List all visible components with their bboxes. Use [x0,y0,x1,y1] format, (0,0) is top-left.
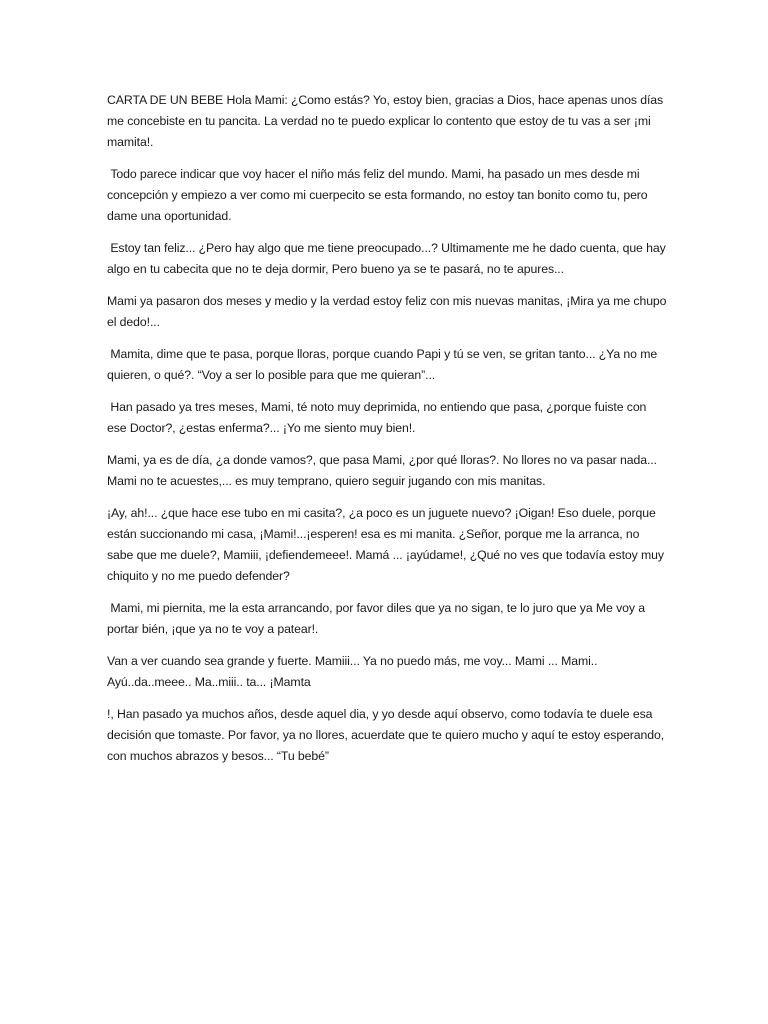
paragraph-4: Mami ya pasaron dos meses y medio y la verdad estoy feliz con mis nuevas manitas, ¡Mira ya me chupo el dedo!... [107,294,670,329]
paragraph-9: Mami, mi piernita, me la esta arrancando, por favor diles que ya no sigan, te lo juro que ya Me voy a portar bién, ¡que ya no te voy a patear!. [107,601,649,636]
paragraph-3: Estoy tan feliz... ¿Pero hay algo que me tiene preocupado...? Ultimamente me he dado cuenta, que hay algo en tu cabecita que no te deja dormir, Pero bueno ya se te pasará, no te apures... [107,241,669,276]
paragraph-10: Van a ver cuando sea grande y fuerte. Mamiii... Ya no puedo más, me voy... Mami ... Mami.. Ayú..da..meee.. Ma..miii.. ta... ¡Mamta [107,654,601,689]
paragraph-1: CARTA DE UN BEBE Hola Mami: ¿Como estás? Yo, estoy bien, gracias a Dios, hace apenas unos días me concebiste en tu pancita. La verdad no te puedo explicar lo contento que estoy de tu vas a ser ¡mi mamita!. [107,93,667,149]
paragraph-11: !, Han pasado ya muchos años, desde aquel dia, y yo desde aquí observo, como todavía te duele esa decisión que tomaste. Por favor, ya no llores, acuerdate que te quiero mucho y aquí te estoy esperando, con muchos abrazos y besos... “Tu bebé” [107,707,668,763]
document-body [107,90,670,778]
paragraph-7: Mami, ya es de día, ¿a donde vamos?, que pasa Mami, ¿por qué lloras?. No llores no va pasar nada... Mami no te acuestes,... es muy temprano, quiero seguir jugando con mis manitas. [107,453,661,488]
paragraph-6: Han pasado ya tres meses, Mami, té noto muy deprimida, no entiendo que pasa, ¿porque fuiste con ese Doctor?, ¿estas enferma?... ¡Yo me siento muy bien!. [107,400,650,435]
paragraph-8: ¡Ay, ah!... ¿que hace ese tubo en mi casita?, ¿a poco es un juguete nuevo? ¡Oigan! Eso duele, porque están succionando mi casa, ¡Mami!...¡esperen! esa es mi manita. ¿Señor, porque me la arranca, no sabe que me duele?, Mamiii, ¡defiendemeee!. Mamá ... ¡ayúdame!, ¿Qué no ves que todavía estoy muy chiquito y no me puedo defender? [107,506,668,583]
paragraph-2: Todo parece indicar que voy hacer el niño más feliz del mundo. Mami, ha pasado un mes desde mi concepción y empiezo a ver como mi cuerpecito se esta formando, no estoy tan bonito como tu, pero dame una oportunidad. [107,167,651,223]
paragraph-5: Mamita, dime que te pasa, porque lloras, porque cuando Papi y tú se ven, se gritan tanto... ¿Ya no me quieren, o qué?. “Voy a ser lo posible para que me quieran”... [107,347,661,382]
